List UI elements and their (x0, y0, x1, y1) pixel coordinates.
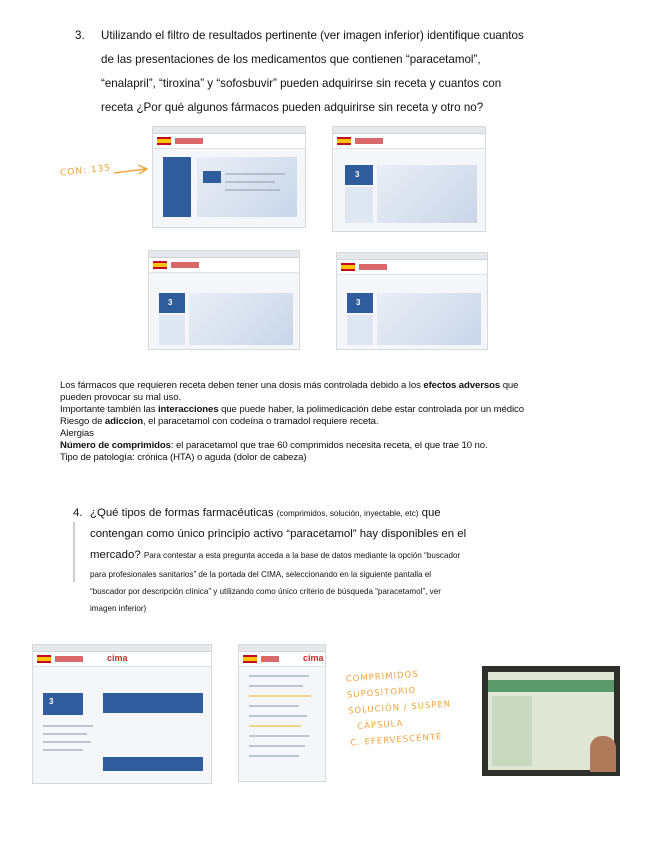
question-number: 4. (73, 507, 83, 519)
question-line: Utilizando el filtro de resultados pertinente (ver imagen inferior) identifique cuantos (101, 29, 524, 42)
step-number: 3 (355, 170, 360, 179)
answer-line: Los fármacos que requieren receta deben tener una dosis más controlada debido a los efectos adversos que (60, 380, 519, 391)
answer-line: Alergias (60, 428, 94, 439)
question-line: imagen inferior) (90, 604, 147, 613)
question-4: 4. ¿Qué tipos de formas farmacéuticas (comprimidos, solución, inyectable, etc) que contengan como único principio activo “paracetamol” hay disponibles en el mercado? Para contestar a esta pregunta acceda a la base de datos mediante la opción “buscador para profesionales sanitarios” de la portada del CIMA, seleccionando en la siguiente pantalla el “buscador por descripción clínica” y utilizando como único criterio de búsqueda “paracetamol”, ver imagen inferior) (73, 503, 521, 617)
screenshot-image (32, 644, 212, 784)
step-number: 3 (356, 298, 361, 307)
cima-logo: cima (107, 653, 128, 663)
answer-line: Riesgo de adiccion, el paracetamol con codeína o tramadol requiere receta. (60, 416, 379, 427)
screenshot-image (152, 126, 306, 228)
cima-logo: cima (303, 653, 324, 663)
screenshot-image (332, 126, 486, 232)
question-line: “buscador por descripción clínica” y utilizando como único criterio de búsqueda “paracetamol”, ver (90, 587, 441, 596)
arrow-icon (112, 164, 152, 178)
question-3 (75, 24, 568, 120)
question-line: contengan como único principio activo “paracetamol” hay disponibles en el (90, 528, 467, 540)
answer-line: pueden provocar su mal uso. (60, 392, 182, 403)
screenshot-image (336, 252, 488, 350)
answer-line: Número de comprimidos: el paracetamol que trae 60 comprimidos necesita receta, el que trae 10 no. (60, 440, 488, 451)
question-line: de las presentaciones de los medicamentos que contienen “paracetamol”, (101, 53, 481, 66)
question-line: receta ¿Por qué algunos fármacos pueden adquirirse sin receta y otro no? (101, 101, 484, 114)
step-number: 3 (49, 697, 54, 706)
handwritten-list: COMPRIMIDOS SUPOSITORIO SOLUCIÓN / SUSPEN CÁPSULA C. EFERVESCENTE (345, 669, 452, 749)
answer-line: Importante también las interacciones que puede haber, la polimedicación debe estar controlada por un médico (60, 404, 524, 415)
screenshot-image (148, 250, 300, 350)
question-number: 3. (75, 29, 85, 42)
answer-line: Tipo de patología: crónica (HTA) o aguda (dolor de cabeza) (60, 452, 307, 463)
question-line: mercado? Para contestar a esta pregunta acceda a la base de datos mediante la opción “buscador (90, 549, 461, 561)
question-line: “enalapril”, “tiroxina” y “sofosbuvir” pueden adquirirse sin receta y cuantos con (101, 77, 502, 90)
step-number: 3 (168, 298, 173, 307)
slide-photo (482, 666, 620, 776)
screenshot-image (238, 644, 326, 782)
handwritten-note: CON: 135 (59, 163, 112, 179)
question-line: para profesionales sanitarios” de la portada del CIMA, seleccionando en la siguiente pantalla el (90, 570, 432, 579)
answer-text (60, 380, 620, 464)
